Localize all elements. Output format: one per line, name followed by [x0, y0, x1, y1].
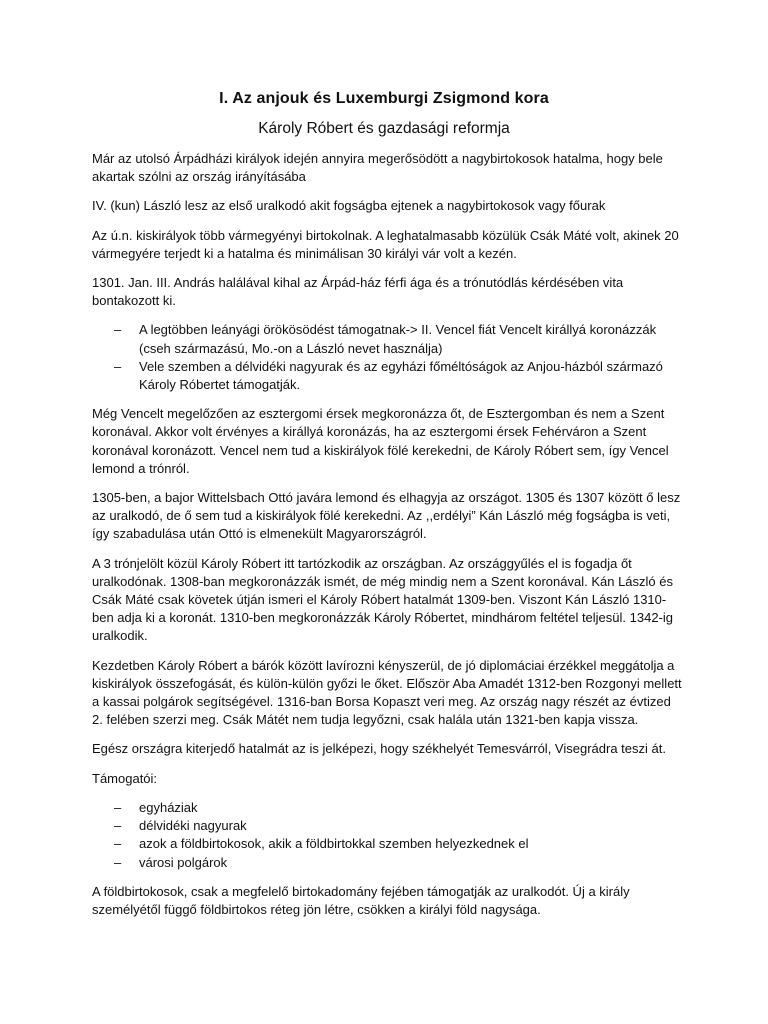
- paragraph: Támogatói:: [92, 770, 158, 786]
- paragraph: IV. (kun) László lesz az első uralkodó akit fogságba ejtenek a nagybirtokosok vagy főurak: [92, 198, 606, 214]
- list-dash: –: [114, 358, 122, 374]
- list-item-text: egyháziak: [139, 799, 198, 815]
- paragraph: 1301. Jan. III. András halálával kihal az Árpád-ház férfi ága és a trónutódlás kérdésében vita bontakozott ki.: [92, 275, 624, 309]
- list-item: [92, 799, 682, 817]
- list-dash: –: [114, 799, 122, 815]
- paragraph: Kezdetben Károly Róbert a bárók között lavírozni kényszerül, de jó diplomáciai érzékkel meggátolja a kiskirályok összefogását, és külön-külön győzi le őket. Először Aba Amadét 1312-ben Rozgonyi mellett a kassai polgárok segítségével. 1316-ban Borsa Kopaszt veri meg. Az ország nagy részét az évtized 2. felében szerzi meg. Csák Mátét nem tudja legyőzni, csak halála után 1321-ben kapja vissza.: [92, 657, 682, 728]
- paragraph: Az ú.n. kiskirályok több vármegyényi birtokolnak. A leghatalmasabb közülük Csák Máté volt, akinek 20 vármegyére terjedt ki a hatalma és minimálisan 30 királyi vár volt a kezén.: [92, 227, 679, 261]
- document-subtitle: Károly Róbert és gazdasági reformja: [258, 120, 510, 137]
- list-item-text: Vele szemben a délvidéki nagyurak és az egyházi főméltóságok az Anjou-házból származó Károly Róbertet támogatják.: [139, 358, 663, 393]
- list-item: [92, 817, 682, 835]
- list-item: [92, 854, 682, 872]
- list-item: [92, 835, 682, 853]
- supporters-list: [92, 799, 682, 872]
- paragraph: A földbirtokosok, csak a megfelelő birtokadomány fejében támogatják az uralkodót. Új a király személyétől függő földbirtokos réteg jön létre, csökken a királyi föld nagysága.: [92, 883, 630, 917]
- list-dash: –: [114, 854, 122, 870]
- list-dash: –: [114, 818, 122, 834]
- list-dash: –: [114, 322, 122, 338]
- list-item: [92, 321, 682, 357]
- paragraph: Egész országra kiterjedő hatalmát az is jelképezi, hogy székhelyét Temesvárról, Visegrádra teszi át.: [92, 741, 666, 757]
- paragraph: Már az utolsó Árpádházi királyok idején annyira megerősödött a nagybirtokosok hatalma, hogy bele akartak szólni az ország irányításába: [92, 151, 663, 185]
- paragraph: Még Vencelt megelőzően az esztergomi érsek megkoronázza őt, de Esztergomban és nem a Szent koronával. Akkor volt érvényes a királlyá koronázás, ha az esztergomi érsek Fehérváron a Szent koronával koronázott. Vencel nem tud a kiskirályok fölé kerekedni, de Károly Róbert sem, így Vencel lemond a trónról.: [92, 406, 669, 476]
- list-dash: –: [114, 836, 122, 852]
- paragraph: A 3 trónjelölt közül Károly Róbert itt tartózkodik az országban. Az országgyűlés el is fogadja őt uralkodónak. 1308-ban megkoronázzák ismét, de még mindig nem a Szent koronával. Kán László és Csák Máté csak követek útján ismeri el Károly Róbert hatalmát 1309-ben. Viszont Kán László 1310-ben adja ki a koronát. 1310-ben megkoronázzák Károly Róbertet, mindhárom feltétel teljesül. 1342-ig uralkodik.: [92, 555, 674, 644]
- list-item-text: délvidéki nagyurak: [139, 818, 247, 834]
- document-title: I. Az anjouk és Luxemburgi Zsigmond kora: [219, 90, 549, 107]
- list-item-text: azok a földbirtokosok, akik a földbirtokkal szemben helyezkednek el: [139, 836, 529, 852]
- list-item: [92, 358, 682, 394]
- list-item-text: A legtöbben leányági örökösödést támogatnak-> II. Vencel fiát Vencelt királlyá koronázzák (cseh származású, Mo.-on a László nevet használja): [139, 322, 657, 356]
- succession-list: [92, 321, 682, 394]
- list-item-text: városi polgárok: [139, 854, 228, 870]
- paragraph: 1305-ben, a bajor Wittelsbach Ottó javára lemond és elhagyja az országot. 1305 és 1307 között ő lesz az uralkodó, de ő sem tud a kiskirályok fölé kerekedni. Az ,,erdélyi” Kán László még fogságba is veti, így szabadulása után Ottó is elmenekült Magyarországról.: [92, 490, 681, 542]
- document-body: [92, 150, 682, 930]
